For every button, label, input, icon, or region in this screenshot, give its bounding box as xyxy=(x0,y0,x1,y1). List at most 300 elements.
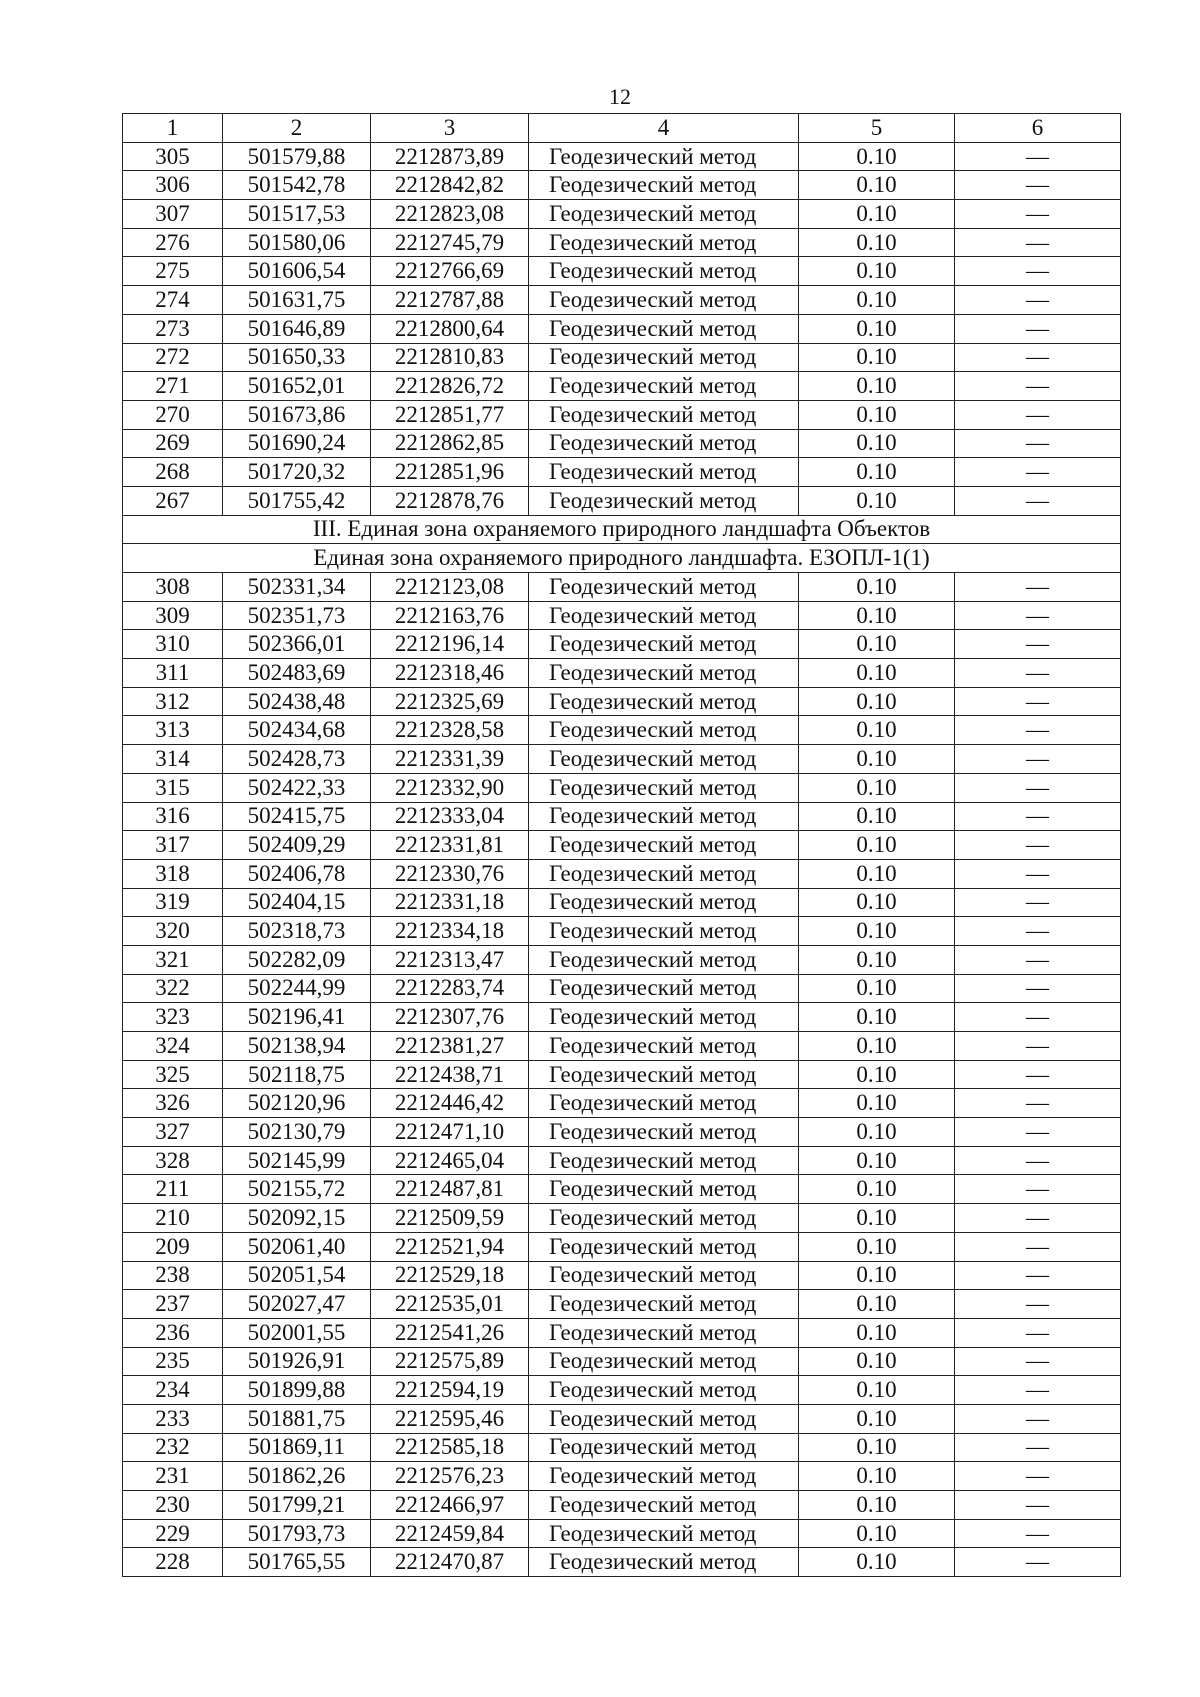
table-cell: — xyxy=(955,917,1121,946)
table-cell: 311 xyxy=(123,659,223,688)
table-cell: 267 xyxy=(123,486,223,515)
table-cell: 231 xyxy=(123,1462,223,1491)
table-cell: 2212334,18 xyxy=(371,917,529,946)
table-cell: 325 xyxy=(123,1060,223,1089)
table-cell: Геодезический метод xyxy=(529,1118,799,1147)
table-cell: 0.10 xyxy=(799,1261,955,1290)
table-cell: 316 xyxy=(123,802,223,831)
table-cell: 2212851,96 xyxy=(371,458,529,487)
table-cell: 502051,54 xyxy=(223,1261,371,1290)
table-cell: 309 xyxy=(123,601,223,630)
table-cell: — xyxy=(955,687,1121,716)
table-cell: — xyxy=(955,659,1121,688)
table-cell: 2212318,46 xyxy=(371,659,529,688)
table-cell: — xyxy=(955,745,1121,774)
table-row xyxy=(123,1232,1121,1261)
table-cell: Геодезический метод xyxy=(529,286,799,315)
table-cell: 314 xyxy=(123,745,223,774)
table-cell: 502483,69 xyxy=(223,659,371,688)
table-cell: 2212529,18 xyxy=(371,1261,529,1290)
table-cell: 322 xyxy=(123,974,223,1003)
table-row xyxy=(123,687,1121,716)
table-cell: — xyxy=(955,400,1121,429)
table-cell: 502404,15 xyxy=(223,888,371,917)
table-cell: 327 xyxy=(123,1118,223,1147)
table-cell: 0.10 xyxy=(799,1548,955,1577)
table-cell: 502428,73 xyxy=(223,745,371,774)
table-cell: 2212745,79 xyxy=(371,228,529,257)
table-cell: Геодезический метод xyxy=(529,573,799,602)
table-row xyxy=(123,1175,1121,1204)
table-cell: Геодезический метод xyxy=(529,802,799,831)
table-cell: 0.10 xyxy=(799,1032,955,1061)
table-cell: Геодезический метод xyxy=(529,1491,799,1520)
table-cell: — xyxy=(955,1175,1121,1204)
table-cell: 2212535,01 xyxy=(371,1290,529,1319)
table-cell: 2212325,69 xyxy=(371,687,529,716)
table-cell: 2212196,14 xyxy=(371,630,529,659)
table-row xyxy=(123,1491,1121,1520)
table-cell: 321 xyxy=(123,945,223,974)
table-cell: Геодезический метод xyxy=(529,601,799,630)
table-cell: 271 xyxy=(123,372,223,401)
column-header: 3 xyxy=(371,114,529,143)
table-cell: 275 xyxy=(123,257,223,286)
table-cell: 501606,54 xyxy=(223,257,371,286)
table-cell: — xyxy=(955,1491,1121,1520)
table-cell: 2212823,08 xyxy=(371,200,529,229)
table-cell: Геодезический метод xyxy=(529,1404,799,1433)
table-cell: 210 xyxy=(123,1204,223,1233)
table-cell: — xyxy=(955,945,1121,974)
table-cell: Геодезический метод xyxy=(529,200,799,229)
table-cell: 0.10 xyxy=(799,1318,955,1347)
table-header-row xyxy=(123,114,1121,143)
table-cell: Геодезический метод xyxy=(529,1318,799,1347)
table-cell: Геодезический метод xyxy=(529,1433,799,1462)
table-cell: 270 xyxy=(123,400,223,429)
table-cell: 230 xyxy=(123,1491,223,1520)
table-row xyxy=(123,1204,1121,1233)
table-row xyxy=(123,716,1121,745)
table-row xyxy=(123,142,1121,171)
table-row xyxy=(123,1376,1121,1405)
table-cell: 2212307,76 xyxy=(371,1003,529,1032)
table-cell: Геодезический метод xyxy=(529,773,799,802)
table-cell: Геодезический метод xyxy=(529,458,799,487)
table-cell: — xyxy=(955,142,1121,171)
table-cell: 0.10 xyxy=(799,142,955,171)
table-cell: 501799,21 xyxy=(223,1491,371,1520)
table-cell: 2212163,76 xyxy=(371,601,529,630)
table-cell: 232 xyxy=(123,1433,223,1462)
table-row xyxy=(123,429,1121,458)
table-cell: 268 xyxy=(123,458,223,487)
table-row xyxy=(123,859,1121,888)
table-cell: 0.10 xyxy=(799,1290,955,1319)
table-cell: Геодезический метод xyxy=(529,1089,799,1118)
table-cell: 319 xyxy=(123,888,223,917)
table-row xyxy=(123,200,1121,229)
table-cell: 0.10 xyxy=(799,1204,955,1233)
table-cell: Геодезический метод xyxy=(529,745,799,774)
table-cell: 306 xyxy=(123,171,223,200)
table-row xyxy=(123,831,1121,860)
table-cell: 502244,99 xyxy=(223,974,371,1003)
table-cell: 501650,33 xyxy=(223,343,371,372)
table-row xyxy=(123,458,1121,487)
table-cell: 313 xyxy=(123,716,223,745)
table-cell: — xyxy=(955,831,1121,860)
table-cell: 324 xyxy=(123,1032,223,1061)
table-cell: — xyxy=(955,429,1121,458)
table-cell: — xyxy=(955,228,1121,257)
table-cell: Геодезический метод xyxy=(529,1462,799,1491)
table-cell: 501862,26 xyxy=(223,1462,371,1491)
table-cell: Геодезический метод xyxy=(529,945,799,974)
table-row xyxy=(123,1261,1121,1290)
table-cell: 2212333,04 xyxy=(371,802,529,831)
table-row xyxy=(123,601,1121,630)
table-cell: Геодезический метод xyxy=(529,1060,799,1089)
table-row xyxy=(123,974,1121,1003)
table-cell: Геодезический метод xyxy=(529,142,799,171)
table-cell: — xyxy=(955,1261,1121,1290)
table-cell: Геодезический метод xyxy=(529,343,799,372)
table-cell: 328 xyxy=(123,1146,223,1175)
table-cell: — xyxy=(955,458,1121,487)
table-cell: 2212471,10 xyxy=(371,1118,529,1147)
table-cell: — xyxy=(955,1089,1121,1118)
table-cell: 0.10 xyxy=(799,917,955,946)
table-cell: 0.10 xyxy=(799,1060,955,1089)
table-cell: 501881,75 xyxy=(223,1404,371,1433)
table-row xyxy=(123,1060,1121,1089)
table-cell: 502092,15 xyxy=(223,1204,371,1233)
table-cell: 2212328,58 xyxy=(371,716,529,745)
table-row xyxy=(123,486,1121,515)
table-row xyxy=(123,372,1121,401)
table-cell: — xyxy=(955,630,1121,659)
table-row xyxy=(123,659,1121,688)
table-cell: Геодезический метод xyxy=(529,1232,799,1261)
table-row xyxy=(123,773,1121,802)
table-cell: — xyxy=(955,1060,1121,1089)
table-cell: 502061,40 xyxy=(223,1232,371,1261)
table-cell: 308 xyxy=(123,573,223,602)
table-cell: — xyxy=(955,1347,1121,1376)
table-cell: 502196,41 xyxy=(223,1003,371,1032)
table-row xyxy=(123,573,1121,602)
table-row xyxy=(123,1290,1121,1319)
table-cell: Геодезический метод xyxy=(529,429,799,458)
table-row xyxy=(123,1118,1121,1147)
table-cell: — xyxy=(955,859,1121,888)
table-cell: Геодезический метод xyxy=(529,400,799,429)
table-cell: 211 xyxy=(123,1175,223,1204)
table-cell: 273 xyxy=(123,314,223,343)
table-row xyxy=(123,1089,1121,1118)
table-cell: 2212331,81 xyxy=(371,831,529,860)
table-cell: 501899,88 xyxy=(223,1376,371,1405)
table-cell: — xyxy=(955,1404,1121,1433)
table-row xyxy=(123,1146,1121,1175)
table-cell: 237 xyxy=(123,1290,223,1319)
table-cell: 501652,01 xyxy=(223,372,371,401)
table-row xyxy=(123,1433,1121,1462)
table-cell: 2212446,42 xyxy=(371,1089,529,1118)
table-cell: 0.10 xyxy=(799,974,955,1003)
column-header: 4 xyxy=(529,114,799,143)
table-cell: Геодезический метод xyxy=(529,687,799,716)
table-cell: — xyxy=(955,200,1121,229)
table-cell: 502138,94 xyxy=(223,1032,371,1061)
table-cell: — xyxy=(955,802,1121,831)
table-cell: 501926,91 xyxy=(223,1347,371,1376)
table-cell: 0.10 xyxy=(799,429,955,458)
table-cell: 0.10 xyxy=(799,1519,955,1548)
table-cell: — xyxy=(955,486,1121,515)
table-cell: — xyxy=(955,1204,1121,1233)
table-cell: 0.10 xyxy=(799,400,955,429)
table-row xyxy=(123,630,1121,659)
table-cell: 502438,48 xyxy=(223,687,371,716)
table-cell: Геодезический метод xyxy=(529,859,799,888)
table-cell: Геодезический метод xyxy=(529,917,799,946)
table-cell: 2212873,89 xyxy=(371,142,529,171)
table-cell: Геодезический метод xyxy=(529,659,799,688)
table-cell: — xyxy=(955,1032,1121,1061)
table-cell: 2212487,81 xyxy=(371,1175,529,1204)
table-row xyxy=(123,343,1121,372)
table-cell: 0.10 xyxy=(799,745,955,774)
table-row xyxy=(123,1519,1121,1548)
table-cell: — xyxy=(955,1462,1121,1491)
table-cell: Геодезический метод xyxy=(529,1204,799,1233)
table-cell: — xyxy=(955,716,1121,745)
table-cell: 0.10 xyxy=(799,1462,955,1491)
table-cell: Геодезический метод xyxy=(529,171,799,200)
table-cell: 2212766,69 xyxy=(371,257,529,286)
table-cell: 502415,75 xyxy=(223,802,371,831)
table-cell: 0.10 xyxy=(799,630,955,659)
table-cell: 0.10 xyxy=(799,1433,955,1462)
table-cell: 0.10 xyxy=(799,716,955,745)
table-cell: Геодезический метод xyxy=(529,1261,799,1290)
table-row xyxy=(123,1032,1121,1061)
table-cell: 2212842,82 xyxy=(371,171,529,200)
column-header: 2 xyxy=(223,114,371,143)
table-cell: — xyxy=(955,1548,1121,1577)
table-cell: 209 xyxy=(123,1232,223,1261)
table-cell: 0.10 xyxy=(799,1347,955,1376)
table-cell: — xyxy=(955,1118,1121,1147)
table-cell: 0.10 xyxy=(799,343,955,372)
table-cell: 2212330,76 xyxy=(371,859,529,888)
table-row xyxy=(123,917,1121,946)
table-cell: 0.10 xyxy=(799,888,955,917)
table-cell: 0.10 xyxy=(799,831,955,860)
table-cell: Геодезический метод xyxy=(529,974,799,1003)
table-cell: 502318,73 xyxy=(223,917,371,946)
table-cell: 326 xyxy=(123,1089,223,1118)
table-cell: Геодезический метод xyxy=(529,630,799,659)
table-cell: 502145,99 xyxy=(223,1146,371,1175)
table-cell: — xyxy=(955,1519,1121,1548)
table-cell: 501793,73 xyxy=(223,1519,371,1548)
table-cell: 502282,09 xyxy=(223,945,371,974)
table-cell: — xyxy=(955,1003,1121,1032)
table-cell: 2212332,90 xyxy=(371,773,529,802)
table-cell: 310 xyxy=(123,630,223,659)
table-cell: — xyxy=(955,372,1121,401)
coordinates-table xyxy=(122,113,1121,1577)
table-cell: 502118,75 xyxy=(223,1060,371,1089)
table-cell: — xyxy=(955,171,1121,200)
table-cell: 0.10 xyxy=(799,1232,955,1261)
table-cell: Геодезический метод xyxy=(529,1519,799,1548)
table-cell: 502422,33 xyxy=(223,773,371,802)
table-cell: 501517,53 xyxy=(223,200,371,229)
table-row xyxy=(123,1003,1121,1032)
table-cell: — xyxy=(955,773,1121,802)
table-cell: — xyxy=(955,1376,1121,1405)
table-cell: 0.10 xyxy=(799,1404,955,1433)
table-cell: 2212465,04 xyxy=(371,1146,529,1175)
table-cell: Геодезический метод xyxy=(529,1175,799,1204)
table-cell: 307 xyxy=(123,200,223,229)
table-cell: 2212521,94 xyxy=(371,1232,529,1261)
table-cell: Геодезический метод xyxy=(529,1032,799,1061)
table-row xyxy=(123,802,1121,831)
table-cell: 2212787,88 xyxy=(371,286,529,315)
table-cell: 2212541,26 xyxy=(371,1318,529,1347)
column-header: 1 xyxy=(123,114,223,143)
table-cell: 0.10 xyxy=(799,200,955,229)
table-cell: 501542,78 xyxy=(223,171,371,200)
table-cell: 0.10 xyxy=(799,1118,955,1147)
table-row xyxy=(123,228,1121,257)
table-cell: Геодезический метод xyxy=(529,1376,799,1405)
table-row xyxy=(123,400,1121,429)
table-cell: 0.10 xyxy=(799,1003,955,1032)
table-body xyxy=(123,114,1121,1577)
table-cell: 2212851,77 xyxy=(371,400,529,429)
table-cell: 2212826,72 xyxy=(371,372,529,401)
table-row xyxy=(123,745,1121,774)
table-cell: — xyxy=(955,974,1121,1003)
table-cell: 501690,24 xyxy=(223,429,371,458)
subsection-title-row xyxy=(123,544,1121,573)
table-cell: — xyxy=(955,573,1121,602)
table-cell: 0.10 xyxy=(799,171,955,200)
table-row xyxy=(123,888,1121,917)
table-cell: 0.10 xyxy=(799,687,955,716)
table-cell: 502120,96 xyxy=(223,1089,371,1118)
table-cell: 2212438,71 xyxy=(371,1060,529,1089)
table-cell: 2212509,59 xyxy=(371,1204,529,1233)
table-cell: — xyxy=(955,888,1121,917)
table-cell: 2212576,23 xyxy=(371,1462,529,1491)
table-cell: 234 xyxy=(123,1376,223,1405)
table-cell: 0.10 xyxy=(799,1175,955,1204)
table-cell: Геодезический метод xyxy=(529,831,799,860)
table-cell: — xyxy=(955,601,1121,630)
table-row xyxy=(123,1318,1121,1347)
table-cell: 0.10 xyxy=(799,773,955,802)
table-cell: 2212878,76 xyxy=(371,486,529,515)
table-row xyxy=(123,1347,1121,1376)
table-cell: 0.10 xyxy=(799,945,955,974)
table-cell: 2212283,74 xyxy=(371,974,529,1003)
table-cell: 312 xyxy=(123,687,223,716)
table-cell: 0.10 xyxy=(799,314,955,343)
table-cell: Геодезический метод xyxy=(529,716,799,745)
table-cell: 502366,01 xyxy=(223,630,371,659)
page-number: 12 xyxy=(609,84,631,109)
table-cell: Геодезический метод xyxy=(529,257,799,286)
table-cell: Геодезический метод xyxy=(529,1290,799,1319)
table-cell: 2212470,87 xyxy=(371,1548,529,1577)
table-row xyxy=(123,1404,1121,1433)
table-cell: 0.10 xyxy=(799,458,955,487)
table-cell: 272 xyxy=(123,343,223,372)
table-row xyxy=(123,314,1121,343)
table-row xyxy=(123,257,1121,286)
table-cell: 501755,42 xyxy=(223,486,371,515)
table-cell: 501869,11 xyxy=(223,1433,371,1462)
table-cell: Геодезический метод xyxy=(529,314,799,343)
table-cell: 2212585,18 xyxy=(371,1433,529,1462)
table-cell: 501720,32 xyxy=(223,458,371,487)
table-cell: 0.10 xyxy=(799,372,955,401)
table-cell: 0.10 xyxy=(799,802,955,831)
table-cell: 2212862,85 xyxy=(371,429,529,458)
table-cell: 0.10 xyxy=(799,601,955,630)
table-cell: — xyxy=(955,286,1121,315)
table-cell: 502130,79 xyxy=(223,1118,371,1147)
table-cell: 2212594,19 xyxy=(371,1376,529,1405)
table-cell: — xyxy=(955,314,1121,343)
table-cell: 274 xyxy=(123,286,223,315)
table-cell: — xyxy=(955,1146,1121,1175)
table-cell: 0.10 xyxy=(799,257,955,286)
table-cell: 501646,89 xyxy=(223,314,371,343)
subsection-title: Единая зона охраняемого природного ландшафта. ЕЗОПЛ-1(1) xyxy=(123,544,1121,573)
table-cell: Геодезический метод xyxy=(529,1548,799,1577)
table-row xyxy=(123,1462,1121,1491)
section-title: III. Единая зона охраняемого природного ландшафта Объектов xyxy=(123,515,1121,544)
table-cell: 2212595,46 xyxy=(371,1404,529,1433)
table-cell: 317 xyxy=(123,831,223,860)
table-cell: 501765,55 xyxy=(223,1548,371,1577)
table-cell: 0.10 xyxy=(799,286,955,315)
table-cell: 502331,34 xyxy=(223,573,371,602)
table-cell: — xyxy=(955,1290,1121,1319)
table-cell: 0.10 xyxy=(799,859,955,888)
table-row xyxy=(123,171,1121,200)
table-cell: 315 xyxy=(123,773,223,802)
table-cell: 323 xyxy=(123,1003,223,1032)
table-cell: Геодезический метод xyxy=(529,888,799,917)
table-cell: 269 xyxy=(123,429,223,458)
table-cell: 228 xyxy=(123,1548,223,1577)
table-cell: 2212331,39 xyxy=(371,745,529,774)
table-cell: 501580,06 xyxy=(223,228,371,257)
table-cell: Геодезический метод xyxy=(529,372,799,401)
table-cell: 0.10 xyxy=(799,1376,955,1405)
table-cell: 229 xyxy=(123,1519,223,1548)
